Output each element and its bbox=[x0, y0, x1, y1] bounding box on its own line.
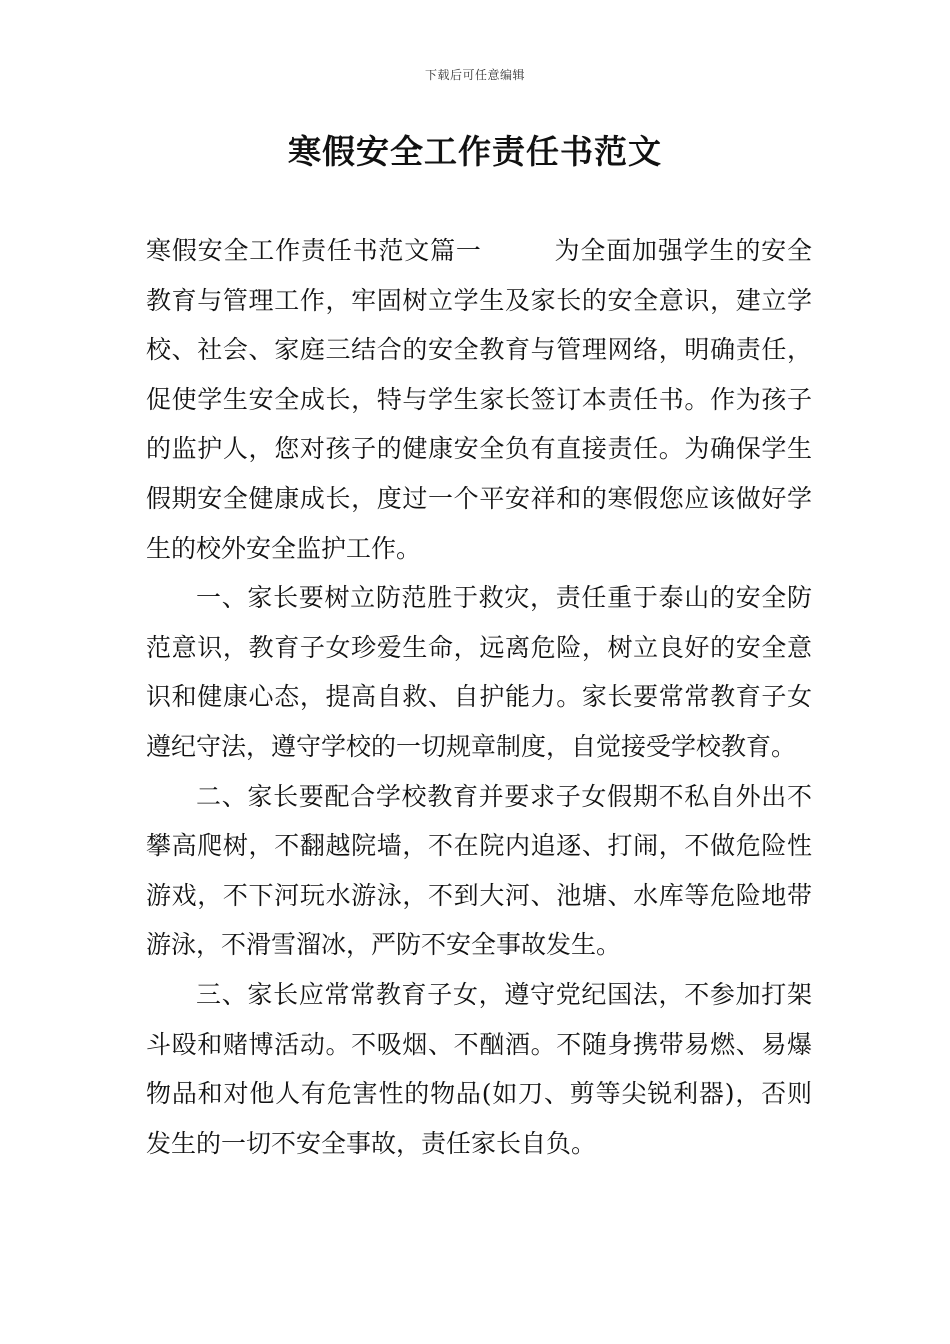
header-note: 下载后可任意编辑 bbox=[424, 68, 525, 82]
paragraph-section-2: 二、家长要配合学校教育并要求子女假期不私自外出不攀高爬树，不翻越院墙，不在院内追逐、打闹，不做危险性游戏，不下河玩水游泳，不到大河、池塘、水库等危险地带游泳，不滑雪溜冰，严防不安全事故发生。 bbox=[146, 781, 812, 960]
paragraph-section-3: 三、家长应常常教育子女，遵守党纪国法，不参加打架斗殴和赌博活动。不吸烟、不酗酒。不随身携带易燃、易爆物品和对他人有危害性的物品(如刀、剪等尖锐利器)，否则发生的一切不安全事故，责任家长自负。 bbox=[146, 979, 812, 1158]
paragraph-intro bbox=[146, 226, 812, 573]
document-body bbox=[146, 226, 812, 1168]
document-title: 寒假安全工作责任书范文 bbox=[288, 132, 662, 171]
paragraph-section-1: 一、家长要树立防范胜于救灾，责任重于泰山的安全防范意识，教育子女珍爱生命，远离危险，树立良好的安全意识和健康心态，提高自救、自护能力。家长要常常教育子女遵纪守法，遵守学校的一切规章制度，自觉接受学校教育。 bbox=[146, 583, 812, 761]
paragraph-text: 为全面加强学生的安全教育与管理工作，牢固树立学生及家长的安全意识，建立学校、社会、家庭三结合的安全教育与管理网络，明确责任，促使学生安全成长，特与学生家长签订本责任书。作为孩子的监护人，您对孩子的健康安全负有直接责任。为确保学生假期安全健康成长，度过一个平安祥和的寒假您应该做好学生的校外安全监护工作。 bbox=[146, 236, 812, 563]
intro-label: 寒假安全工作责任书范文篇一 bbox=[146, 236, 482, 265]
